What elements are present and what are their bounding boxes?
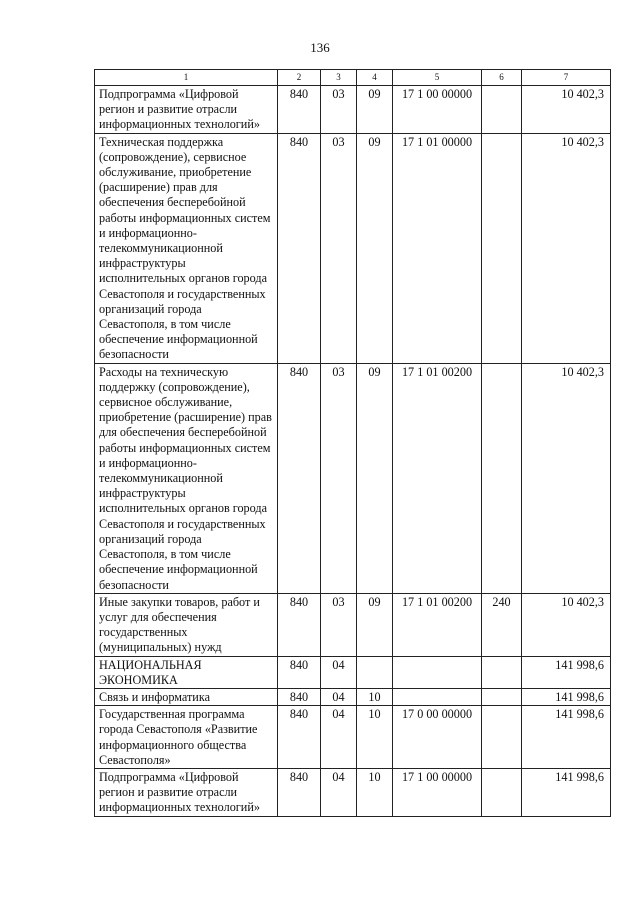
- row-subsection-code: [357, 656, 393, 688]
- row-name: Иные закупки товаров, работ и услуг для обеспечения государственных (муниципальных) нужд: [95, 593, 278, 656]
- row-target-code: [393, 656, 482, 688]
- row-subsection-code: 10: [357, 688, 393, 705]
- row-subsection-code: 09: [357, 363, 393, 593]
- row-amount: 141 998,6: [522, 768, 611, 816]
- page-number: 136: [310, 40, 330, 55]
- row-name: Связь и информатика: [95, 688, 278, 705]
- row-section-code: 04: [321, 688, 357, 705]
- row-expense-type: [482, 706, 522, 769]
- row-ministry-code: 840: [278, 656, 321, 688]
- row-name: Государственная программа города Севастополя «Развитие информационного общества Севастополя»: [95, 706, 278, 769]
- row-ministry-code: 840: [278, 133, 321, 363]
- row-expense-type: [482, 86, 522, 134]
- row-subsection-code: 10: [357, 706, 393, 769]
- row-target-code: 17 1 00 00000: [393, 86, 482, 134]
- row-target-code: 17 1 01 00200: [393, 363, 482, 593]
- row-section-code: 04: [321, 706, 357, 769]
- row-section-code: 04: [321, 768, 357, 816]
- table-row: [95, 86, 611, 134]
- row-expense-type: [482, 768, 522, 816]
- row-section-code: 03: [321, 363, 357, 593]
- table-row: [95, 656, 611, 688]
- table-row: [95, 688, 611, 705]
- table-row: [95, 363, 611, 593]
- table-row: [95, 768, 611, 816]
- col-header-1: 1: [95, 70, 278, 86]
- row-target-code: 17 1 01 00000: [393, 133, 482, 363]
- row-name: Подпрограмма «Цифровой регион и развитие отрасли информационных технологий»: [95, 768, 278, 816]
- header-row: [95, 70, 611, 86]
- row-name: Расходы на техническую поддержку (сопровождение), сервисное обслуживание, приобретение (расширение) прав для обеспечения бесперебойной работы информационных систем и информационно-телекоммуникационной инфраструктуры исполнительных органов города Севастополя и государственных организаций города Севастополя, в том числе обеспечение информационной безопасности: [95, 363, 278, 593]
- row-subsection-code: 09: [357, 593, 393, 656]
- row-target-code: 17 1 01 00200: [393, 593, 482, 656]
- row-amount: 10 402,3: [522, 86, 611, 134]
- row-ministry-code: 840: [278, 688, 321, 705]
- row-amount: 141 998,6: [522, 656, 611, 688]
- col-header-2: 2: [278, 70, 321, 86]
- row-subsection-code: 09: [357, 86, 393, 134]
- col-header-6: 6: [482, 70, 522, 86]
- row-expense-type: [482, 688, 522, 705]
- col-header-7: 7: [522, 70, 611, 86]
- row-amount: 141 998,6: [522, 706, 611, 769]
- row-target-code: 17 1 00 00000: [393, 768, 482, 816]
- row-expense-type: [482, 656, 522, 688]
- row-ministry-code: 840: [278, 363, 321, 593]
- col-header-5: 5: [393, 70, 482, 86]
- row-amount: 10 402,3: [522, 133, 611, 363]
- row-ministry-code: 840: [278, 86, 321, 134]
- table-row: [95, 133, 611, 363]
- row-amount: 10 402,3: [522, 593, 611, 656]
- row-name: Техническая поддержка (сопровождение), сервисное обслуживание, приобретение (расширение) прав для обеспечения бесперебойной работы информационных систем и информационно-телекоммуникационной инфраструктуры исполнительных органов города Севастополя и государственных организаций города Севастополя, в том числе обеспечение информационной безопасности: [95, 133, 278, 363]
- row-ministry-code: 840: [278, 706, 321, 769]
- row-target-code: [393, 688, 482, 705]
- row-target-code: 17 0 00 00000: [393, 706, 482, 769]
- row-section-code: 03: [321, 133, 357, 363]
- row-section-code: 03: [321, 593, 357, 656]
- row-expense-type: [482, 133, 522, 363]
- row-amount: 10 402,3: [522, 363, 611, 593]
- budget-table: [94, 69, 611, 817]
- table-row: [95, 706, 611, 769]
- row-name: НАЦИОНАЛЬНАЯ ЭКОНОМИКА: [95, 656, 278, 688]
- row-expense-type: 240: [482, 593, 522, 656]
- col-header-4: 4: [357, 70, 393, 86]
- row-section-code: 04: [321, 656, 357, 688]
- table-row: [95, 593, 611, 656]
- row-name: Подпрограмма «Цифровой регион и развитие отрасли информационных технологий»: [95, 86, 278, 134]
- row-subsection-code: 10: [357, 768, 393, 816]
- row-expense-type: [482, 363, 522, 593]
- row-section-code: 03: [321, 86, 357, 134]
- col-header-3: 3: [321, 70, 357, 86]
- row-ministry-code: 840: [278, 593, 321, 656]
- row-ministry-code: 840: [278, 768, 321, 816]
- row-amount: 141 998,6: [522, 688, 611, 705]
- row-subsection-code: 09: [357, 133, 393, 363]
